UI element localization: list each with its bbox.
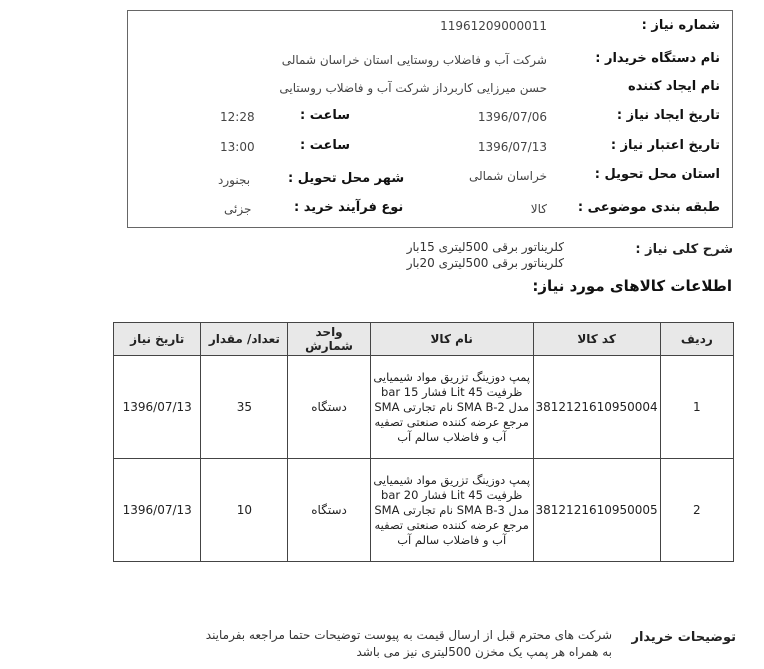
creator-name: حسن میرزایی کاربرداز شرکت آب و فاضلاب روستایی (279, 81, 547, 95)
table-header-row (114, 323, 734, 356)
validity-date-label: تاریخ اعتبار نیاز : (610, 138, 720, 153)
category: کالا (530, 202, 547, 216)
province-label: استان محل تحویل : (594, 167, 720, 182)
creator-label: نام ایجاد کننده (628, 79, 720, 94)
buyer-notes-line-2: به همراه هر پمپ یک مخزن 500لیتری نیز می باشد (356, 645, 612, 659)
validity-date: 1396/07/13 (477, 140, 547, 154)
need-info-box (127, 10, 733, 228)
table-row (114, 356, 734, 459)
header-item-name: نام کالا (370, 323, 533, 356)
province: خراسان شمالی (468, 169, 547, 183)
description-label: شرح کلی نیاز : (635, 242, 733, 257)
header-need-date: تاریخ نیاز (114, 323, 201, 356)
item-name: پمپ دوزینگ تزریق مواد شیمیایی ظرفیت Lit 45 فشار bar 15 مدل SMA B-2 نام تجارتی SMA مرجع عرضه کننده صنعتی تصفیه آب و فاضلاب سالم آب (370, 356, 533, 459)
process: جزئی (224, 202, 252, 216)
row-number: 1 (660, 356, 733, 459)
item-unit: دستگاه (288, 356, 371, 459)
process-label: نوع فرآیند خرید : (294, 200, 404, 215)
item-name: پمپ دوزینگ تزریق مواد شیمیایی ظرفیت Lit 45 فشار bar 20 مدل SMA B-3 نام تجارتی SMA مرجع عرضه کننده صنعتی تصفیه آب و فاضلاب سالم آب (370, 459, 533, 562)
buyer-notes-line-1: شرکت های محترم قبل از ارسال قیمت به پیوست توضیحات حتما مراجعه بفرمایند (205, 628, 612, 642)
created-date-label: تاریخ ایجاد نیاز : (616, 108, 720, 123)
header-quantity: تعداد/ مقدار (201, 323, 288, 356)
buyer-notes-label: توضیحات خریدار (631, 630, 736, 645)
description-line-1: کلریناتور برقی 500لیتری 15بار (406, 240, 564, 254)
header-row-number: ردیف (660, 323, 733, 356)
city: بجنورد (218, 173, 251, 187)
table-row (114, 459, 734, 562)
item-need-date: 1396/07/13 (114, 356, 201, 459)
buyer-org: شرکت آب و فاضلاب روستایی استان خراسان شمالی (281, 53, 547, 67)
validity-time-label: ساعت : (300, 138, 351, 153)
description-line-2: کلریناتور برقی 500لیتری 20بار (406, 256, 564, 270)
need-number-label: شماره نیاز : (641, 18, 720, 33)
header-item-code: کد کالا (533, 323, 660, 356)
item-need-date: 1396/07/13 (114, 459, 201, 562)
created-time: 12:28 (220, 110, 255, 124)
item-quantity: 35 (201, 356, 288, 459)
need-number: 11961209000011 (440, 19, 547, 33)
buyer-org-label: نام دستگاه خریدار : (595, 51, 720, 66)
created-time-label: ساعت : (300, 108, 351, 123)
created-date: 1396/07/06 (477, 110, 547, 124)
item-unit: دستگاه (288, 459, 371, 562)
items-table (113, 322, 734, 562)
validity-time: 13:00 (220, 140, 255, 154)
header-unit: واحد شمارش (288, 323, 371, 356)
item-code: 3812121610950004 (533, 356, 660, 459)
row-number: 2 (660, 459, 733, 562)
item-quantity: 10 (201, 459, 288, 562)
items-section-title: اطلاعات کالاهای مورد نیاز: (532, 277, 732, 295)
item-code: 3812121610950005 (533, 459, 660, 562)
category-label: طبقه بندی موضوعی : (577, 200, 720, 215)
city-label: شهر محل تحویل : (288, 171, 405, 186)
